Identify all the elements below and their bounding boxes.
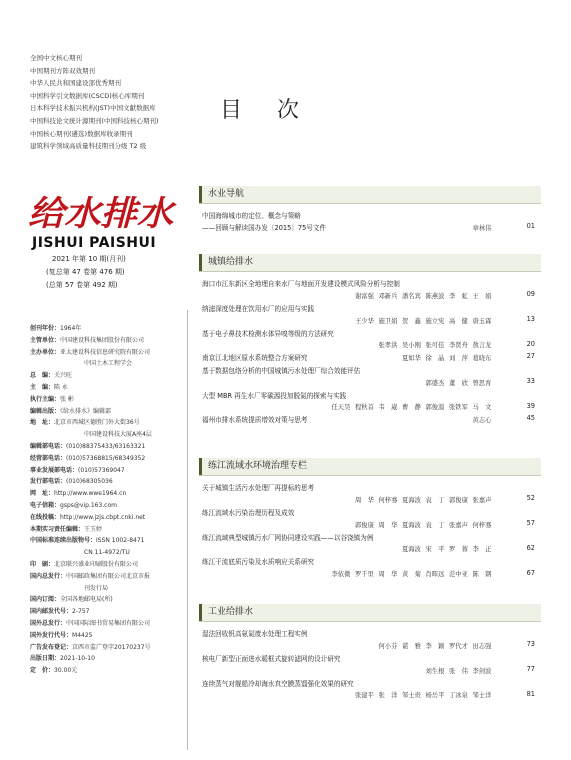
issue-line: 2021 年第 10 期(月刊) [52, 255, 126, 263]
pub-info-row [30, 358, 152, 370]
honor-item: 中华人民共和国建设部优秀期刊 [30, 79, 121, 88]
article-author: 刘 萍 [449, 354, 468, 362]
honor-item: 全国中文核心期刊 [30, 54, 82, 62]
pub-info-value: ISSN 1002-8471 [96, 537, 145, 545]
article-author: 章林伟 [472, 224, 492, 232]
article-page-number: 81 [526, 690, 535, 698]
article-author: 李 颖 [425, 642, 445, 650]
pub-info-row [30, 535, 152, 547]
pub-info-row [30, 453, 152, 465]
pub-info-value: 2021-10-10 [60, 655, 95, 663]
article-author: 张铁军 [449, 404, 468, 412]
journal-logo-text: 给水排水 [28, 194, 178, 232]
pub-info-key: 在线投稿： [30, 513, 61, 521]
article-author: 黄 菊 [402, 571, 421, 579]
article-author: 王少华 [355, 317, 374, 325]
pub-info-row [30, 465, 152, 477]
article-author: 罗 蓉 [449, 546, 468, 554]
article-author: 王 娟 [472, 292, 492, 300]
pub-info-key: 事业发展部电话： [30, 466, 79, 474]
pub-info-key: 印 刷： [30, 560, 55, 568]
pub-info-value: (010)88375433/63163321 [66, 442, 146, 450]
article-page-number: 09 [526, 290, 535, 299]
pub-info-key: 中国标准连续出版物号： [30, 537, 97, 545]
article-author: 郭盛杰 [425, 379, 445, 387]
pub-info-row [30, 370, 152, 382]
pub-info-row [30, 335, 152, 347]
pub-info-row [30, 547, 152, 559]
pub-info-row [30, 441, 152, 453]
article-author: 谌 雅 [402, 642, 421, 650]
pub-info-row [30, 571, 152, 583]
article-title: 基于电子鼻技术检测水体异嗅等级的方法研究 [202, 329, 334, 338]
pub-info-key: 国内总发行： [30, 572, 67, 580]
article-author: 谢富强 [355, 292, 374, 300]
article-author: 李 正 [472, 546, 492, 554]
article-author: 曾思育 [472, 379, 492, 387]
pub-info-key: 国外发行代号： [30, 631, 73, 639]
pub-info-key: 国内订阅： [30, 596, 61, 604]
article-author: 夏海波 [402, 521, 421, 529]
article-author: 周 华 [355, 496, 374, 504]
pub-info-value: 中国国际图书贸易集团有限公司 [66, 619, 151, 627]
pub-info-row [30, 512, 152, 524]
honor-item: 日本科学技术振兴机构(JST)中国文献数据库 [30, 104, 156, 113]
article-author: 李 虹 [449, 292, 468, 300]
article-title: 中国海绵城市的定位、概念与策略 [202, 212, 301, 220]
section-heading: 工业给排水 [199, 604, 541, 621]
article-author: 邹士贵 [402, 692, 421, 700]
article-author: 杨岳平 [425, 692, 445, 700]
article-title: 湿法回收钒高氨氮废水处理工程实例 [202, 630, 308, 638]
pub-info-value: 京西市监广登字20170237号 [72, 643, 151, 651]
pub-info-key: 地 址： [30, 419, 55, 427]
article-author: 敖言龙 [472, 342, 492, 350]
article-author: 张嘉声 [449, 521, 468, 529]
article-author: 陈 钢 [472, 571, 492, 579]
pub-info-value: 刊发行局 [84, 584, 109, 592]
article-author: 郭俊温 [425, 404, 445, 412]
article-page-number: 33 [526, 377, 535, 386]
issue-line: (总第 57 卷第 492 期) [46, 281, 118, 289]
pub-info-value: (010)57369047 [78, 466, 125, 474]
article-author: 吴小刚 [402, 342, 421, 350]
article-author: 徐 晶 [425, 354, 445, 362]
article-title: ——回顾与解读国办发〔2015〕75号文件 [202, 224, 327, 233]
pub-info-row [30, 653, 152, 665]
pub-info-key: 发行部电话： [30, 478, 67, 486]
honor-item: 中国科学引文数据库(CSCD)核心库期刊 [30, 91, 145, 100]
article-author: 丁冰泉 [449, 692, 468, 700]
pub-info-row [30, 500, 152, 512]
article-page-number: 73 [526, 640, 535, 649]
pub-info-row [30, 559, 152, 571]
pub-info-value: gsps@vip.163.com [60, 501, 117, 509]
pub-info-row [30, 583, 152, 595]
pub-info-value: 中国邮政集团有限公司北京市报 [66, 572, 151, 580]
pub-info-key: 总 编： [30, 372, 55, 380]
section-rule [199, 475, 541, 476]
article-author: 唐玉霖 [472, 317, 492, 325]
article-title: 练江流域典型城镇污水厂网协同建设实践——以谷饶镇为例 [202, 533, 374, 542]
pub-info-value: 关兴旺 [54, 372, 73, 380]
article-title: 纳滤深度处理在饮用水厂的应用与实践 [202, 304, 315, 313]
column-divider [187, 310, 188, 750]
pub-info-value: CN 11-4972/TU [84, 549, 130, 557]
journal-pinyin-name: JISHUI PAISHUI [32, 235, 157, 251]
article-author: 马 文 [472, 404, 492, 412]
article-title: 基于数据包络分析的中国城镇污水处理厂综合效能评估 [202, 366, 361, 375]
article-author: 高 健 [449, 317, 468, 325]
section-heading: 练江流域水环境治理专栏 [199, 458, 541, 475]
pub-info-key: 网 址： [30, 490, 55, 498]
pub-info-row [30, 429, 152, 441]
article-title: 连续蒸气对舰船冷却海水真空膜蒸馏强化效果的研究 [202, 679, 354, 688]
article-title: 练江流域水污染治理历程及成效 [202, 508, 295, 517]
article-author: 田志强 [472, 642, 492, 650]
article-page-number: 77 [526, 665, 535, 674]
section-rule [199, 621, 541, 622]
article-title: 福州市排水系统提质增效对策与思考 [202, 416, 308, 425]
issue-info [46, 253, 126, 292]
pub-info-value: (010)57368815/68349352 [66, 454, 146, 462]
article-author: 张孝洪 [378, 342, 398, 350]
honor-item: 建筑科学领域高质量科技期刊分级 T2 级 [30, 142, 147, 151]
pub-info-value: 《给水排水》编辑部 [60, 407, 112, 415]
pub-info-value: 亚太建设科技信息研究院有限公司 [60, 348, 151, 356]
journal-honors-list [30, 52, 159, 153]
article-author: 周 华 [378, 571, 398, 579]
article-author: 葛晓东 [472, 354, 492, 362]
article-title: 关于城镇生活污水处理厂再提标的思考 [202, 484, 315, 492]
pub-info-value: http://www.wwe1964.cn [54, 490, 127, 498]
article-author: 张 洋 [378, 692, 398, 700]
article-author: 宋 平 [425, 546, 445, 554]
pub-info-row [30, 618, 152, 630]
article-page-number: 01 [526, 222, 535, 231]
pub-info-key: 广告发布登记： [30, 643, 73, 651]
article-author: 贺 鑫 [402, 317, 421, 325]
article-page-number: 13 [526, 315, 535, 324]
pub-info-row [30, 406, 152, 418]
article-page-number: 39 [526, 402, 535, 410]
article-title: 练江干流底质污染及水质响应关系研究 [202, 558, 315, 567]
article-author: 陈燕波 [425, 292, 445, 300]
article-page-number: 57 [526, 519, 535, 528]
pub-info-row [30, 665, 152, 677]
article-author: 夏海波 [402, 496, 421, 504]
issue-line: (复总第 47 卷第 476 期) [46, 268, 125, 276]
pub-info-key: 电子信箱： [30, 501, 61, 509]
article-author: 夏海波 [402, 546, 421, 554]
pub-info-value: 北京联兴盛业印刷股份有限公司 [54, 560, 139, 568]
article-page-number: 20 [526, 340, 535, 348]
article-author: 刘生根 [425, 667, 445, 675]
pub-info-row [30, 476, 152, 488]
article-author: 曹 静 [402, 404, 421, 412]
pub-info-value: M4425 [72, 631, 93, 639]
honor-item: 中国期刊方阵双效期刊 [30, 66, 95, 75]
pub-info-row [30, 606, 152, 618]
article-author: 郭俊康 [355, 521, 374, 529]
article-author: 施立宪 [425, 317, 445, 325]
pub-info-key: 创刊年份： [30, 325, 61, 332]
pub-info-key: 定 价： [30, 667, 55, 675]
pub-info-key: 主办单位： [30, 348, 61, 356]
article-title: 海口市江东新区全地埋自来水厂与地面开发建设模式风险分析与控制 [202, 280, 400, 288]
article-author: 施卫娟 [378, 317, 398, 325]
pub-info-key: 执行主编： [30, 395, 61, 403]
pub-info-value: 陈 永 [54, 383, 68, 391]
pub-info-value: 1964年 [60, 325, 82, 332]
pub-info-key: 本期实习责任编辑： [30, 525, 85, 533]
pub-info-row [30, 347, 152, 359]
article-author: 邹士洋 [472, 692, 492, 700]
pub-info-row [30, 382, 152, 394]
pub-info-key: 国外总发行： [30, 619, 67, 627]
pub-info-key: 主管单位： [30, 336, 61, 344]
article-page-number: 27 [526, 352, 535, 361]
section-heading: 城镇给排水 [199, 254, 541, 271]
article-author: 程秋首 [355, 404, 374, 412]
pub-info-value: 2-757 [72, 608, 90, 616]
pub-info-value: 全国各地邮电局(所) [60, 596, 113, 604]
pub-info-value: 中国建设科技大厦A座4层 [84, 431, 152, 439]
article-author: 夏如华 [402, 354, 421, 362]
article-author: 李剑波 [472, 667, 492, 675]
article-page-number: 45 [526, 414, 535, 423]
article-page-number: 52 [526, 494, 535, 503]
article-author: 肖晖远 [425, 571, 445, 579]
article-author: 潘名宾 [402, 292, 421, 300]
article-title: 南京江北地区原水系统整合方案研究 [202, 354, 308, 363]
pub-info-key: 经营部电话： [30, 454, 67, 462]
pub-info-key: 编辑部电话： [30, 442, 67, 450]
pub-info-row [30, 488, 152, 500]
article-author: 周 华 [378, 521, 398, 529]
section-rule [199, 271, 541, 272]
pub-info-row [30, 323, 152, 335]
article-page-number: 67 [526, 568, 535, 577]
article-author: 何梓骞 [472, 521, 492, 529]
honor-item: 中国科技论文统计源期刊(中国科技核心期刊) [30, 116, 159, 125]
pub-info-key: 编辑出版： [30, 407, 61, 415]
honor-item: 中国核心期刊(遴选)数据库收录期刊 [30, 129, 133, 138]
article-author: 罗代才 [449, 642, 468, 650]
pub-info-value: (010)68305036 [66, 478, 113, 486]
article-author: 郭俊康 [449, 496, 468, 504]
article-author: 张嘉声 [472, 496, 492, 504]
article-author: 张建平 [355, 692, 374, 700]
pub-info-value: 中国建设科技集团股份有限公司 [60, 336, 145, 344]
article-author: 何梓骞 [378, 496, 398, 504]
article-author: 何小芬 [378, 642, 398, 650]
pub-info-value: 张 彬 [60, 395, 74, 403]
pub-info-row [30, 524, 152, 536]
pub-info-row [30, 630, 152, 642]
article-author: 张可佳 [425, 342, 445, 350]
pub-info-key: 国内邮发代号： [30, 608, 73, 616]
pub-info-row [30, 417, 152, 429]
article-title: 大型 MBR 再生水厂零碳源投加脱氮的探索与实践 [202, 391, 347, 400]
article-author: 韦 崴 [378, 404, 398, 412]
pub-info-value: 北京市西城区德胜门外大街36号 [54, 419, 140, 427]
pub-info-row [30, 642, 152, 654]
article-author: 罗千里 [355, 571, 374, 579]
journal-logo [28, 194, 178, 232]
pub-info-row [30, 594, 152, 606]
article-author: 范中亚 [449, 571, 468, 579]
pub-info-value: 王玉婷 [84, 525, 103, 533]
article-author: 李依微 [331, 571, 351, 579]
article-author: 任天昊 [331, 404, 351, 412]
article-author: 黄志心 [472, 416, 492, 424]
article-author: 李贤舟 [449, 342, 468, 350]
article-author: 张 伟 [449, 667, 468, 675]
pub-info-value: 中国土木工程学会 [84, 360, 133, 368]
pub-info-value: http://www.jzjs.cbpt.cnki.net [60, 513, 146, 521]
article-author: 邓新兵 [378, 292, 398, 300]
pub-info-key: 出版日期： [30, 655, 61, 663]
article-title: 核电厂新型正面进水暖框式旋转滤网的设计研究 [202, 654, 341, 663]
article-author: 董 欣 [449, 379, 468, 387]
article-page-number: 62 [526, 544, 535, 552]
pub-info-key: 主 编： [30, 383, 55, 391]
section-rule [199, 203, 541, 204]
publication-info [30, 323, 152, 677]
toc-title: 目 次 [220, 98, 313, 123]
section-heading: 水业导航 [199, 186, 541, 203]
article-author: 袁 丁 [425, 496, 445, 504]
pub-info-value: 30.00元 [54, 667, 78, 675]
pub-info-row [30, 394, 152, 406]
article-author: 袁 丁 [425, 521, 445, 529]
